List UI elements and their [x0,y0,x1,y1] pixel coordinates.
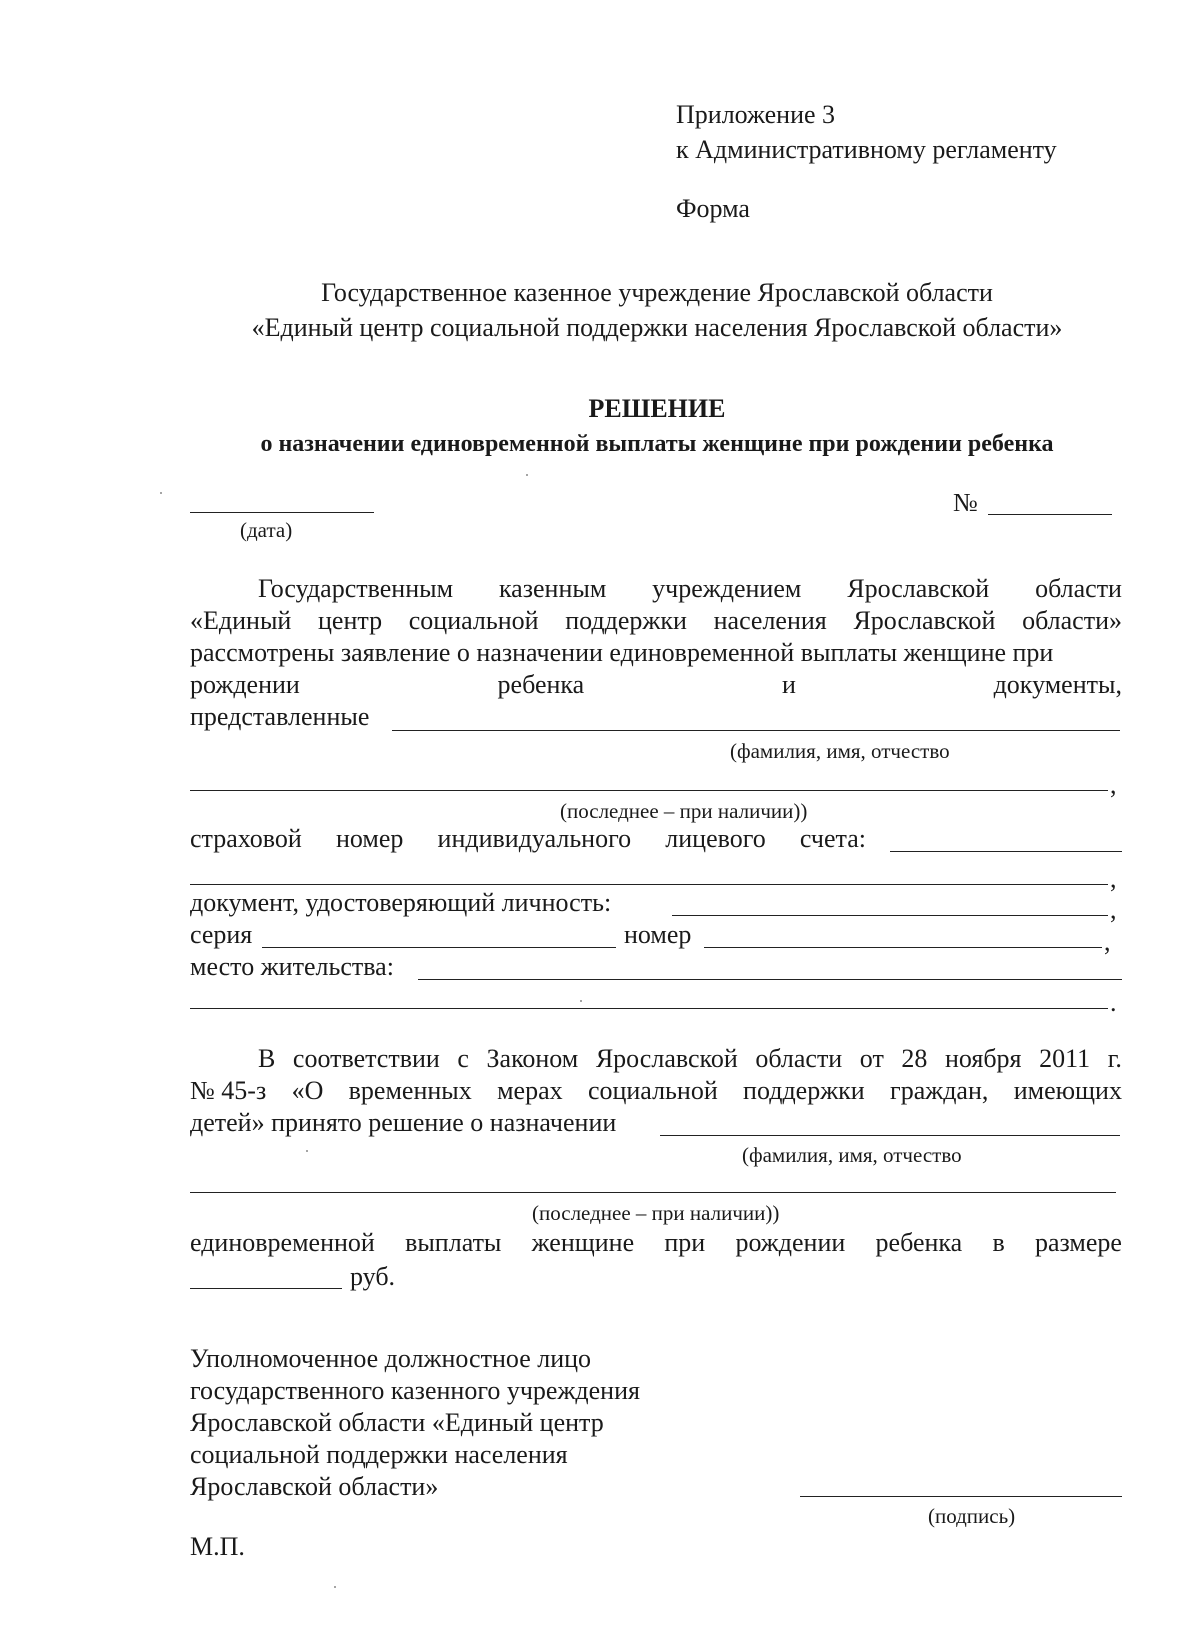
recipient-fio-field[interactable] [660,1135,1120,1136]
official-line2: государственного казенного учреждения [190,1376,640,1405]
word: ребенка [875,1228,963,1257]
word: казенным [498,574,607,603]
word: поддержки [565,606,687,635]
residence-field-continued[interactable] [190,1008,1108,1009]
comma: , [1104,927,1111,956]
series-field[interactable] [262,947,616,948]
paragraph2-line3: детей» принято решение о назначении [190,1108,617,1137]
residence-field[interactable] [418,979,1122,980]
word: лицевого [665,824,766,853]
fio-caption: (фамилия, имя, отчество [730,739,950,763]
word: «О [291,1076,324,1105]
paragraph2-line1 [190,1046,1122,1072]
word: рождении [190,670,300,699]
word: имеющих [1013,1076,1122,1105]
word: соответствии [292,1044,440,1073]
paragraph2-line5 [190,1230,1122,1256]
word: социальной [587,1076,718,1105]
paragraph1-line3: рассмотрены заявление о назначении единовременной выплаты женщине при [190,638,1054,667]
word: мерах [497,1076,563,1105]
word: страховой [190,824,302,853]
scan-speck [160,492,162,494]
fio-caption: (фамилия, имя, отчество [742,1143,962,1167]
word: граждан, [890,1076,989,1105]
fio-caption-end: (последнее – при наличии)) [532,1201,780,1225]
scan-speck [526,474,528,476]
word: г. [1107,1044,1122,1073]
paragraph2-line2 [190,1078,1122,1104]
number-sign: № [953,488,978,517]
fio-caption-end: (последнее – при наличии)) [560,799,808,823]
official-line3: Ярославской области «Единый центр [190,1408,604,1437]
scan-speck [580,1000,582,1002]
org-name-line2: «Единый центр социальной поддержки населения Ярославской области» [251,313,1063,342]
document-subtitle: о назначении единовременной выплаты женщине при рождении ребенка [260,431,1054,457]
snils-field[interactable] [890,851,1122,852]
word: области» [1022,606,1122,635]
word: с [457,1044,469,1073]
word: 28 [901,1044,928,1073]
appendix-label: Приложение 3 [676,100,836,129]
snils-field-continued[interactable] [190,884,1108,885]
word: 2011 [1039,1044,1091,1073]
word: временных [348,1076,472,1105]
presented-label: представленные [190,702,370,731]
number-label: номер [624,920,692,949]
word: номер [335,824,404,853]
comma: , [1110,895,1117,924]
document-title: РЕШЕНИЕ [588,394,726,423]
word: № 45-з [190,1076,267,1105]
applicant-fio-field-continued[interactable] [190,790,1108,791]
word: области [1035,574,1122,603]
comma: , [1110,864,1117,893]
signature-field[interactable] [800,1496,1122,1497]
word: «Единый [190,606,292,635]
currency-label: руб. [350,1262,396,1291]
residence-label: место жительства: [190,952,394,981]
word: поддержки [743,1076,865,1105]
word: счета: [799,824,866,853]
word: и [781,670,796,699]
word: области [755,1044,843,1073]
period: . [1110,988,1117,1017]
word: ребенка [497,670,585,699]
word: рождении [735,1228,846,1257]
paragraph1-line1 [190,576,1122,602]
scan-speck [334,1586,336,1588]
org-name-line1: Государственное казенное учреждение Ярославской области [321,278,993,307]
date-caption: (дата) [240,518,293,542]
form-label: Форма [676,194,750,223]
word: В [258,1044,276,1073]
word: при [664,1228,706,1257]
word: в [992,1228,1005,1257]
paragraph1-line4 [190,672,1122,698]
word: Государственным [258,574,454,603]
word: женщине [531,1228,635,1257]
word: учреждением [652,574,802,603]
word: социальной [408,606,539,635]
word: индивидуального [437,824,632,853]
paragraph1-line2 [190,608,1122,634]
snils-label [190,826,866,852]
regulation-label: к Административному регламенту [676,135,1057,164]
number-field-line[interactable] [988,514,1112,515]
official-line4: социальной поддержки населения [190,1440,568,1469]
word: документы, [993,670,1122,699]
word: единовременной [190,1228,375,1257]
id-document-label: документ, удостоверяющий личность: [190,888,612,917]
scan-speck [306,1150,308,1152]
word: Ярославской [847,574,990,603]
official-line1: Уполномоченное должностное лицо [190,1344,592,1373]
doc-number-field[interactable] [704,947,1102,948]
id-document-field[interactable] [672,915,1108,916]
signature-caption: (подпись) [928,1504,1016,1528]
word: размере [1034,1228,1122,1257]
word: населения [713,606,827,635]
word: от [859,1044,884,1073]
word: ноября [944,1044,1022,1073]
amount-field[interactable] [190,1288,342,1289]
applicant-fio-field[interactable] [392,730,1120,731]
seal-label: М.П. [190,1532,245,1561]
series-label: серия [190,920,253,949]
word: Ярославской [595,1044,738,1073]
word: Законом [486,1044,579,1073]
word: Ярославской [853,606,996,635]
comma: , [1110,770,1117,799]
official-line5: Ярославской области» [190,1472,439,1501]
word: выплаты [405,1228,502,1257]
word: центр [318,606,383,635]
date-field-line[interactable] [190,512,374,513]
recipient-fio-field-continued[interactable] [190,1192,1116,1193]
